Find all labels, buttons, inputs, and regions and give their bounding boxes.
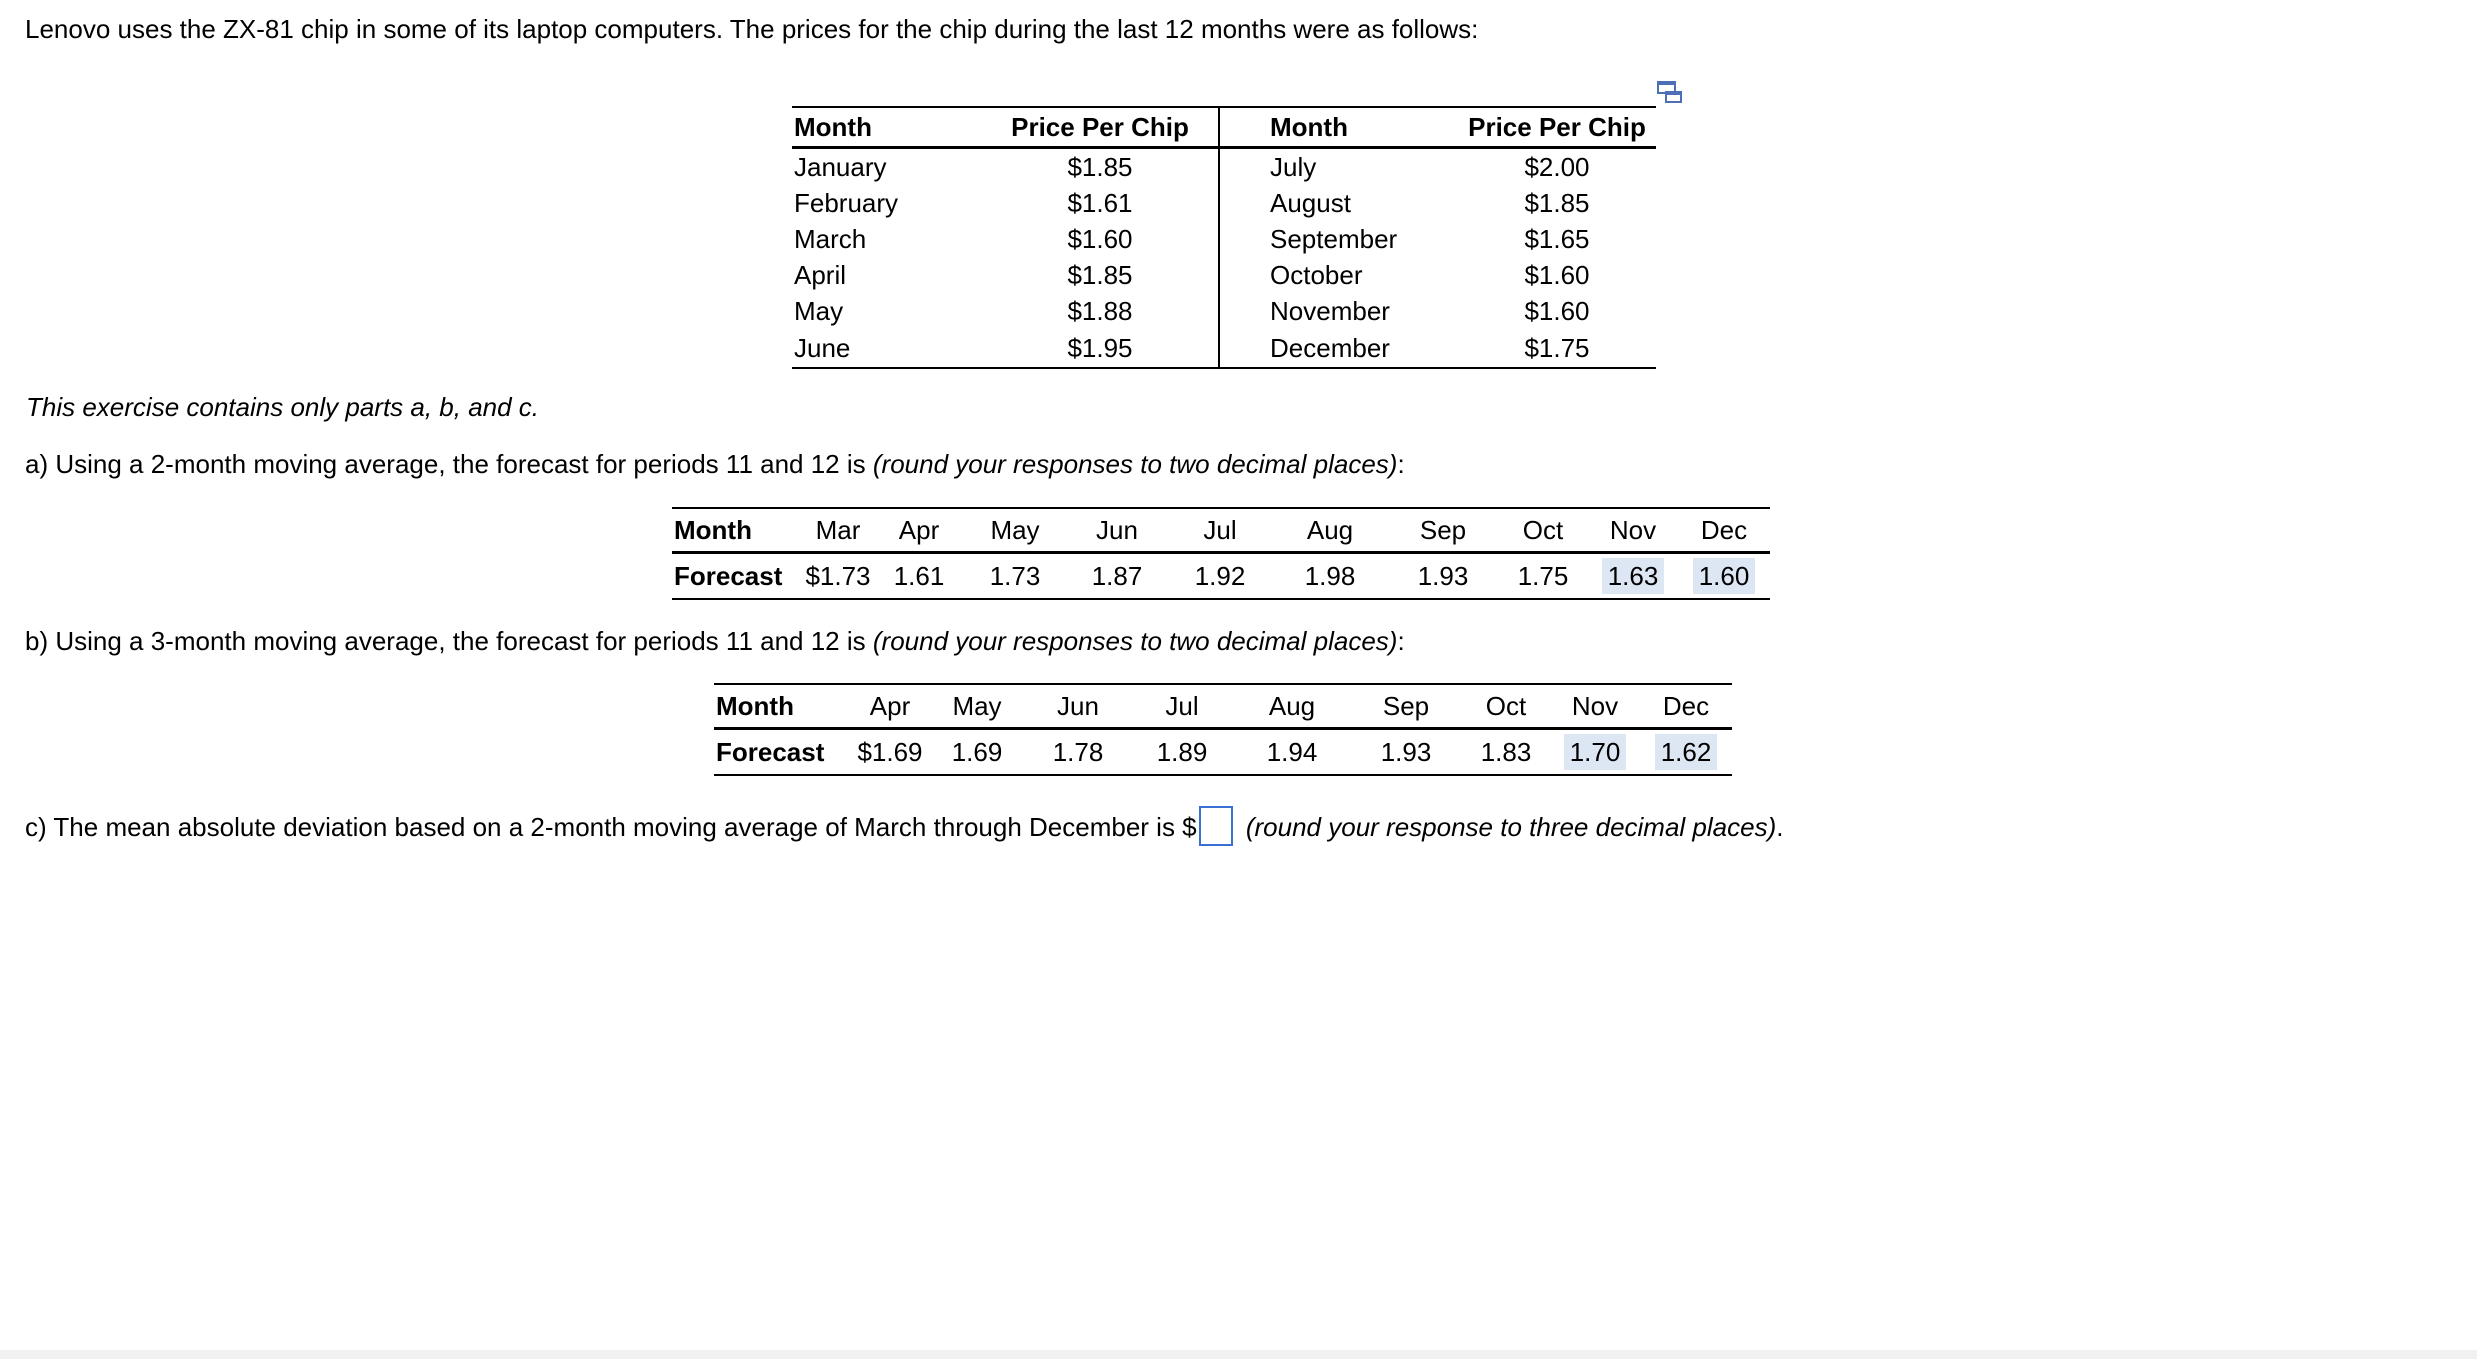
forecast-cell: 1.98	[1272, 553, 1388, 600]
month-cell: June	[792, 329, 982, 368]
price-cell: $1.60	[1524, 260, 1590, 290]
table-row	[792, 148, 1656, 186]
month-header: Sep	[1350, 684, 1462, 729]
table-row	[792, 221, 1656, 257]
forecast-month-row	[672, 508, 1770, 553]
chip-prices-table	[792, 106, 1656, 369]
forecast-cell: 1.73	[964, 553, 1066, 600]
month-header: Sep	[1388, 508, 1498, 553]
month-header: Apr	[874, 508, 964, 553]
forecast-table-2-month	[672, 507, 1770, 600]
forecast-cell: 1.93	[1388, 553, 1498, 600]
price-cell: $1.95	[982, 329, 1219, 368]
price-cell: $1.60	[1067, 224, 1133, 254]
forecast-answer-dec[interactable]	[1678, 553, 1770, 600]
forecast-cell: 1.92	[1168, 553, 1272, 600]
exercise-note: This exercise contains only parts a, b, and c.	[26, 392, 540, 422]
month-cell: February	[794, 188, 899, 218]
row-label-forecast: Forecast	[672, 553, 802, 600]
month-cell: September	[1219, 221, 1458, 257]
table-row	[792, 185, 1656, 221]
part-b-suffix: :	[1397, 626, 1405, 656]
month-cell: November	[1219, 293, 1458, 329]
month-cell: December	[1219, 329, 1458, 368]
forecast-answer-nov[interactable]	[1550, 729, 1640, 776]
forecast-cell: $1.73	[802, 553, 874, 600]
bottom-scroll-strip	[0, 1350, 2477, 1359]
forecast-cell: 1.61	[874, 553, 964, 600]
part-c-question	[25, 809, 1783, 849]
forecast-cell: 1.75	[1498, 553, 1588, 600]
month-header: Oct	[1498, 508, 1588, 553]
forecast-cell: 1.78	[1026, 729, 1130, 776]
month-cell: May	[794, 296, 844, 326]
month-header: Aug	[1272, 508, 1388, 553]
month-cell: January	[794, 152, 887, 182]
part-b-prefix: b) Using a 3-month moving average, the forecast for periods 11 and 12 is	[25, 626, 873, 656]
month-header: Nov	[1550, 684, 1640, 729]
part-c-rounding-note: (round your response to three decimal places)	[1245, 811, 1777, 842]
part-a-suffix: :	[1397, 449, 1405, 479]
month-cell: July	[1219, 148, 1458, 186]
month-cell: October	[1219, 257, 1458, 293]
header-month-1: Month	[792, 107, 982, 148]
table-row	[792, 329, 1656, 368]
month-header: Jun	[1026, 684, 1130, 729]
problem-intro: Lenovo uses the ZX-81 chip in some of its laptop computers. The prices for the chip during the last 12 months were as follows:	[25, 14, 1479, 44]
forecast-cell: 1.83	[1462, 729, 1550, 776]
month-header: Dec	[1678, 508, 1770, 553]
month-header: May	[964, 508, 1066, 553]
price-cell: $1.85	[1067, 152, 1133, 182]
forecast-value-row	[672, 553, 1770, 600]
part-a-prefix: a) Using a 2-month moving average, the forecast for periods 11 and 12 is	[25, 449, 873, 479]
part-c-suffix: .	[1776, 811, 1784, 842]
answer-value[interactable]: 1.63	[1602, 558, 1665, 594]
forecast-cell: 1.94	[1234, 729, 1350, 776]
month-header: Jun	[1066, 508, 1168, 553]
forecast-answer-nov[interactable]	[1588, 553, 1678, 600]
part-a-question	[25, 449, 1405, 480]
answer-value[interactable]: 1.62	[1655, 734, 1718, 770]
part-b-rounding-note: (round your responses to two decimal places)	[872, 626, 1398, 656]
forecast-answer-dec[interactable]	[1640, 729, 1732, 776]
row-label-forecast: Forecast	[714, 729, 852, 776]
forecast-cell: $1.69	[852, 729, 928, 776]
header-price-1: Price Per Chip	[982, 107, 1219, 148]
part-a-rounding-note: (round your responses to two decimal places)	[872, 449, 1398, 479]
row-label-month: Month	[672, 508, 802, 553]
answer-value[interactable]: 1.60	[1693, 558, 1756, 594]
forecast-value-row	[714, 729, 1732, 776]
popout-window-icon[interactable]	[1657, 80, 1683, 104]
part-b-question	[25, 626, 1405, 657]
table-row	[792, 257, 1656, 293]
part-c-prefix: c) The mean absolute deviation based on a 2-month moving average of March through December is $	[25, 811, 1197, 842]
forecast-cell: 1.69	[928, 729, 1026, 776]
month-header: Apr	[852, 684, 928, 729]
prices-table-header-row	[792, 107, 1656, 148]
forecast-cell: 1.87	[1066, 553, 1168, 600]
forecast-cell: 1.89	[1130, 729, 1234, 776]
answer-value[interactable]: 1.70	[1564, 734, 1627, 770]
month-cell: April	[794, 260, 847, 290]
month-header: Jul	[1130, 684, 1234, 729]
month-header: Mar	[802, 508, 874, 553]
forecast-month-row	[714, 684, 1732, 729]
price-cell: $1.85	[1067, 260, 1133, 290]
month-header: Nov	[1588, 508, 1678, 553]
month-header: Dec	[1640, 684, 1732, 729]
mad-answer-input[interactable]	[1199, 806, 1233, 846]
table-row	[792, 293, 1656, 329]
price-cell: $1.60	[1524, 296, 1590, 326]
month-header: Jul	[1168, 508, 1272, 553]
price-cell: $1.75	[1458, 329, 1656, 368]
header-month-2: Month	[1219, 107, 1458, 148]
price-cell: $2.00	[1524, 152, 1590, 182]
price-cell: $1.65	[1524, 224, 1590, 254]
month-header: Oct	[1462, 684, 1550, 729]
header-price-2: Price Per Chip	[1458, 107, 1656, 148]
month-header: Aug	[1234, 684, 1350, 729]
month-header: May	[928, 684, 1026, 729]
month-cell: August	[1219, 185, 1458, 221]
price-cell: $1.88	[1067, 296, 1133, 326]
row-label-month: Month	[714, 684, 852, 729]
price-cell: $1.61	[1067, 188, 1133, 218]
month-cell: March	[794, 224, 867, 254]
forecast-table-3-month	[714, 683, 1732, 776]
forecast-cell: 1.93	[1350, 729, 1462, 776]
price-cell: $1.85	[1524, 188, 1590, 218]
